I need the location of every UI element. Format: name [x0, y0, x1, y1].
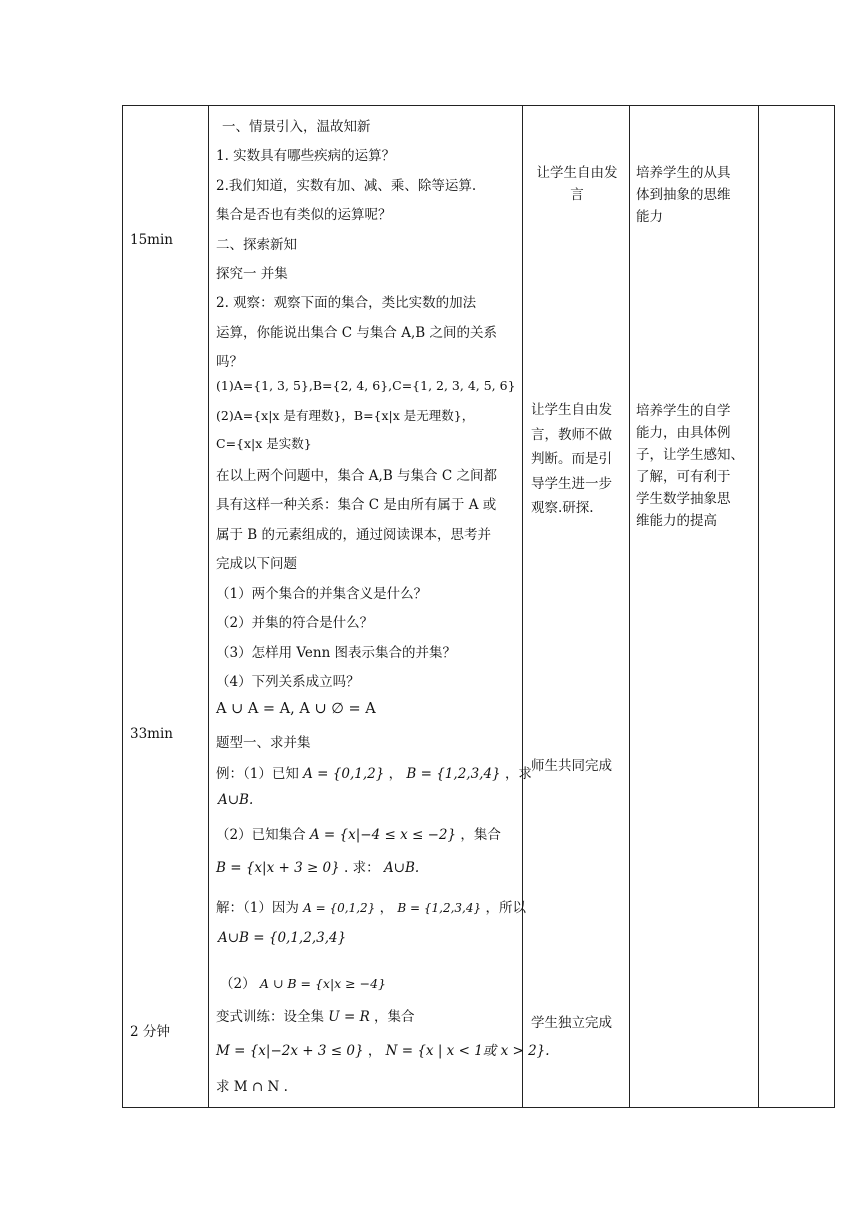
intent-line: 培养学生的自学	[636, 403, 731, 419]
intent-cell	[636, 400, 754, 532]
activity-line: 导学生进一步	[531, 475, 612, 492]
set-b-formula: B = {x|x + 3 ≥ 0}	[216, 860, 340, 876]
subsection-heading: 探究一 并集	[216, 266, 288, 282]
activity-cell	[529, 162, 625, 206]
solution-result: A ∪ B = {x|x ≥ −4}	[259, 976, 387, 991]
activity-line: 言，教师不做	[531, 426, 612, 443]
variant-tail: ，集合	[374, 1009, 415, 1025]
intent-line: 子，让学生感知、	[636, 447, 744, 463]
paragraph-line: 在以上两个问题中，集合 A,B 与集合 C 之间都	[216, 468, 497, 484]
column-divider	[758, 106, 759, 1107]
solution-prefix: （2）	[220, 976, 256, 992]
separator: ，	[388, 766, 403, 782]
activity-cell: 师生共同完成	[531, 758, 612, 774]
column-divider	[208, 106, 209, 1107]
paragraph-line: 完成以下问题	[216, 556, 297, 572]
union-formula: A∪B.	[218, 792, 254, 808]
subsection-heading: 题型一、求并集	[216, 735, 311, 751]
example-set: C={x|x 是实数}	[216, 436, 312, 451]
activity-line: 让学生自由发	[531, 402, 612, 418]
variant-line	[216, 1005, 415, 1025]
intent-line: 维能力的提高	[636, 513, 717, 529]
activity-line: 言	[570, 187, 584, 203]
separator: ，	[367, 1043, 382, 1059]
activity-line: 观察.研探.	[531, 500, 594, 516]
set-a-formula: A = {x|−4 ≤ x ≤ −2}	[309, 827, 457, 843]
example-tail: . 求：	[344, 860, 380, 876]
example-prefix: （2）已知集合	[216, 827, 306, 843]
question-text: 集合是否也有类似的运算呢？	[216, 207, 392, 223]
paragraph-line: 属于 B 的元素组成的，通过阅读课本，思考并	[216, 527, 492, 543]
intent-line: 能力	[636, 209, 663, 225]
example-prefix: 例：（1）已知	[216, 766, 299, 782]
intent-line: 学生数学抽象思	[636, 491, 731, 507]
separator: ，	[379, 900, 394, 916]
variant-question: 求 M ∩ N .	[216, 1079, 288, 1095]
activity-line: 让学生自由发	[536, 165, 618, 181]
activity-line: 判断。而是引	[531, 451, 612, 467]
variant-line	[216, 1039, 550, 1059]
time-label: 2 分钟	[130, 1024, 170, 1040]
paragraph-line: 具有这样一种关系：集合 C 是由所有属于 A 或	[216, 497, 497, 513]
set-b-formula: B = {1,2,3,4}	[397, 901, 482, 915]
question-item: （1）两个集合的并集含义是什么？	[216, 586, 428, 602]
variant-prefix: 变式训练：设全集	[216, 1009, 324, 1025]
intent-line: 能力，由具体例	[636, 425, 731, 441]
solution-tail: ，所以	[485, 900, 526, 916]
union-formula: A∪B.	[383, 860, 420, 876]
set-a-formula: A = {0,1,2}	[303, 766, 385, 782]
lesson-plan-table	[122, 105, 835, 1108]
time-label: 33min	[130, 726, 173, 742]
column-divider	[629, 106, 630, 1107]
solution-result: A∪B = {0,1,2,3,4}	[218, 930, 347, 946]
example-line	[216, 823, 501, 843]
paragraph-line: 运算，你能说出集合 C 与集合 A,B 之间的关系	[216, 325, 497, 341]
set-b-formula: B = {1,2,3,4}	[406, 766, 501, 782]
intent-cell	[636, 162, 754, 228]
example-set: (1)A={1, 3, 5},B={2, 4, 6},C={1, 2, 3, 4, 5, 6}	[216, 378, 516, 393]
paragraph-line: 吗？	[216, 354, 243, 370]
example-mid: ，集合	[460, 827, 501, 843]
example-set: (2)A={x|x 是有理数}，B={x|x 是无理数}，	[216, 408, 475, 423]
example-line	[216, 762, 532, 782]
relation-formula: A ∪ A = A, A ∪ ∅ = A	[216, 701, 376, 717]
question-item: （2）并集的符合是什么？	[216, 615, 374, 631]
solution-line	[220, 972, 386, 992]
paragraph-line: 2. 观察：观察下面的集合，类比实数的加法	[216, 295, 477, 311]
activity-cell: 学生独立完成	[531, 1015, 612, 1031]
time-label: 15min	[130, 232, 173, 248]
question-item: （3）怎样用 Venn 图表示集合的并集？	[216, 645, 457, 661]
set-n-formula: N = {x | x < 1或 x > 2}.	[385, 1043, 550, 1059]
universal-set-formula: U = R	[328, 1009, 370, 1025]
activity-cell	[531, 398, 625, 521]
solution-prefix: 解：（1）因为	[216, 900, 299, 916]
intent-line: 了解，可有利于	[636, 469, 731, 485]
solution-line	[216, 896, 526, 916]
intent-line: 体到抽象的思维	[636, 187, 731, 203]
example-line	[216, 856, 419, 876]
question-text: 1. 实数具有哪些疾病的运算？	[216, 148, 396, 164]
set-m-formula: M = {x|−2x + 3 ≤ 0}	[216, 1043, 364, 1059]
example-tail: ，求	[504, 766, 532, 782]
intent-line: 培养学生的从具	[636, 165, 731, 181]
set-a-formula: A = {0,1,2}	[303, 901, 376, 915]
section-heading: 二、探索新知	[216, 237, 297, 253]
section-heading: 一、情景引入，温故知新	[222, 119, 371, 135]
question-text: 2.我们知道，实数有加、减、乘、除等运算.	[216, 178, 477, 194]
question-item: （4）下列关系成立吗？	[216, 674, 360, 690]
column-divider	[522, 106, 523, 1107]
